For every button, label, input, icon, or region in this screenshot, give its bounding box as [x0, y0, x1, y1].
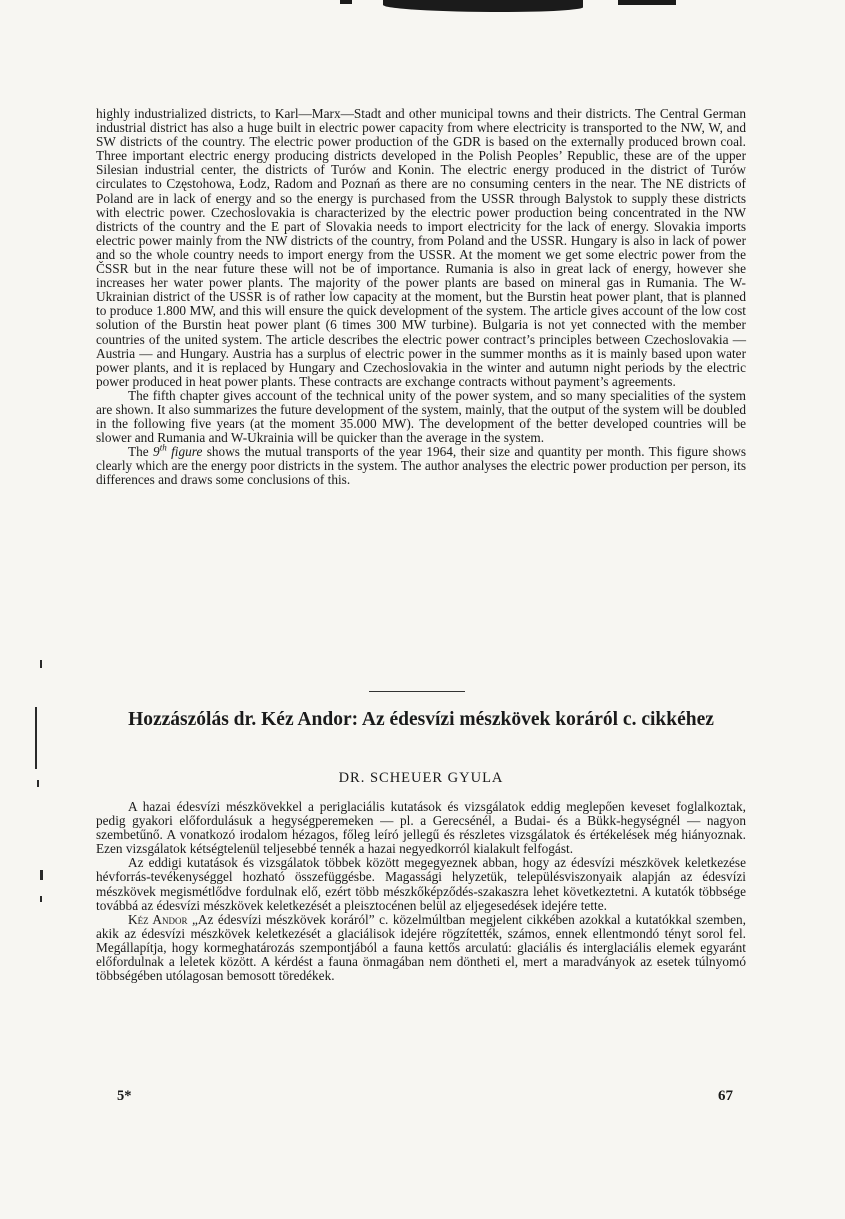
hungarian-body [96, 800, 746, 983]
hungarian-paragraph-2: Az eddigi kutatások és vizsgálatok többek között megegyeznek abban, hogy az édesvízi mészkövek keletkezése hévforrás-tevékenységgel hozható összefüggésbe. Magassági helyzetük, településviszonyaik alapján az édesvízi mészkövek megismétlődve fordulnak elő, ezért több mészkőképződés-szakaszra lehet következtetni. A kutatók többsége továbbá az édesvízi mészkövek keletkezését a pleisztocénen belül az eljegesedések idejére tette. [96, 855, 746, 913]
signature-mark: 5* [117, 1088, 132, 1104]
english-summary [96, 107, 746, 488]
scan-artifact-top [618, 0, 676, 5]
margin-mark [40, 660, 42, 668]
figure-paragraph-rest: shows the mutual transports of the year 1964, their size and quantity per month. This figure shows clearly which are the energy poor districts in the system. The author analyses the electric power production per person, its differences and draws some conclusions of this. [96, 444, 747, 488]
article-title: Hozzászólás dr. Kéz Andor: Az édesvízi mészkövek koráról c. cikkéhez [128, 709, 714, 730]
scan-artifact-top [383, 0, 583, 12]
margin-mark [40, 870, 43, 880]
english-paragraph-3 [96, 442, 747, 488]
figure-word: figure [166, 444, 203, 460]
margin-mark [40, 896, 42, 902]
cited-author-name: Kéz Andor [128, 911, 188, 927]
figure-prefix: The [128, 444, 154, 460]
hungarian-paragraph-1: A hazai édesvízi mészkövekkel a periglaciális kutatások és vizsgálatok eddig meglepően keveset foglalkoztak, pedig gyakori előfordulásuk a hegységperemeken — pl. a Gerecsénél, a Budai- és a Bükk-hegységnél — nagyon szembetűnő. A vonatkozó irodalom hézagos, főleg leíró jellegű és részletes vizsgálatok és értékelések még hiányoznak. Ezen vizsgálatok kétségtelenül teljesebbé tennék a hazai negyedkorról kialakult felfogást. [96, 799, 746, 857]
figure-ordinal-suffix: th [159, 442, 167, 453]
english-paragraph-1: highly industrialized districts, to Karl—Marx—Stadt and other municipal towns and their districts. The Central German industrial district has also a huge built in electric power capacity from where electricity is transported to the NW, W, and SW districts of the country. The electric power production of the GDR is based on the externally produced brown coal. Three important electric energy producing districts developed in the Polish Peoples’ Republic, these are of the upper Silesian industrial center, the districts of Turów and Konin. The electric energy produced in the district of Turów circulates to Częstohowa, Łodz, Radom and Poznań as there are no consuming centers in the near. The NE districts of Poland are in lack of energy and so the energy is purchased from the USSR through Balystok to supply these districts with electric power. Czechoslovakia is characterized by the electric power production being concentrated in the NW districts of the country and the E part of Slovakia needs to import electricity for the lack of energy. Slovakia imports electric power mainly from the NW districts of the country, from Poland and the USSR. Hungary is also in lack of power and so the whole country needs to import energy from the USSR. At the moment we get some electric power from the ČSSR but in the near future these will not be of importance. Rumania is also in great lack of energy, however she increases her water power plants. The majority of the power plants are based on mineral gas in Rumania. The W-Ukrainian district of the USSR is of rather low capacity at the moment, but the Burstin heat power plant, that is planned to produce 1.800 MW, and this will ensure the quick development of the system. The article gives account of the low cost solution of the Burstin heat power plant (6 times 300 MW turbine). Bulgaria is not yet connected with the member countries of the united system. The article describes the electric power contract’s principles between Czechoslovakia — Austria — and Hungary. Austria has a surplus of electric power in the summer months as it is mainly based upon water power plants, and it is replaced by Hungary and Czechoslovakia in the winter and autumn night periods by the electric power produced in heat power plants. These contracts are exchange contracts without payment’s agreements. [96, 106, 746, 389]
article-author: DR. SCHEUER GYULA [338, 770, 504, 786]
figure-ordinal: 9 [153, 444, 160, 460]
hungarian-paragraph-3-text: „Az édesvízi mészkövek koráról” c. közelmúltban megjelent cikkében azokkal a kutatókkal szemben, akik az édesvízi mészkövek keletkezését a glaciálisok idejére rögzítették, számos, ennek ellentmondó tényt sorol fel. Megállapítja, hogy kormeghatározás szempontjából a fauna kettős arculatú: glaciális és interglaciális elemek egyaránt előfordulnak a leletek között. A kérdést a fauna önmagában nem döntheti el, mert a maradványok az esetek túlnyomó többségében utólagosan bemosott töredékek. [96, 911, 746, 984]
section-divider [369, 691, 465, 692]
margin-mark [37, 780, 39, 787]
english-paragraph-2: The fifth chapter gives account of the technical unity of the power system, and so many specialities of the system are shown. It also summarizes the future development of the system, mainly, that the output of the system will be doubled in the following five years (at the moment 35.000 MW). The development of the better developed countries will be slower and Rumania and W-Ukrainia will be quicker than the average in the system. [96, 387, 746, 446]
hungarian-paragraph-3 [96, 913, 746, 983]
page-number: 67 [718, 1088, 733, 1104]
scan-artifact-top [340, 0, 352, 4]
margin-mark [35, 707, 37, 769]
